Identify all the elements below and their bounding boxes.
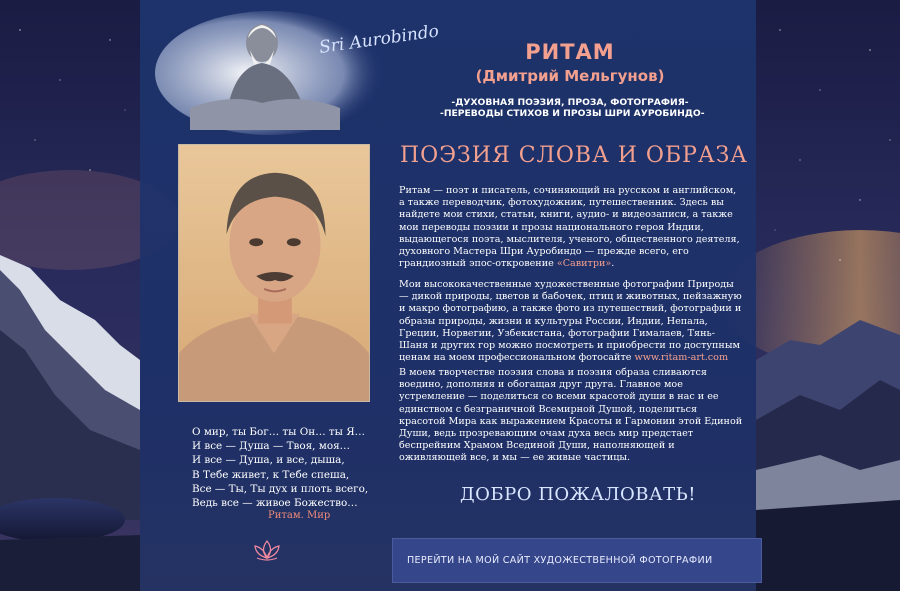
photo-paragraph bbox=[399, 279, 744, 364]
page-heading: ПОЭЗИЯ СЛОВА И ОБРАЗА bbox=[400, 143, 748, 168]
site-subtitle: (Дмитрий Мельгунов) bbox=[475, 67, 665, 85]
paragraph-text: Мои высококачественные художественные фотографии Природы — дикой природы, цветов и бабочек, птиц и животных, пейзажную и макро фотографию, а также фото из путешествий, фотографии и образы природы, жизни и культуры России, Индии, Непала, Греции, Норвегии, Узбекистана, фотографии Гималаев, Тянь-Шаня и других гор можно посмотреть и приобрести по доступным ценам на моем профессиональном фотосайте bbox=[399, 279, 742, 364]
welcome-heading: ДОБРО ПОЖАЛОВАТЬ! bbox=[460, 484, 697, 505]
author-portrait bbox=[178, 144, 370, 402]
mission-paragraph: В моем творчестве поэзия слова и поэзия образа сливаются воедино, дополняя и обогащая друг друга. Главное мое устремление — поделиться со всеми красотой души в нас и ее единством с безграничной Всемирной Душой, поделиться красотой Мира как выражением Красоты и Гармонии этой Единой Души, ведь прозревающим очам духа весь мир предстает беспрейним Храмом Всединой Души, наполняющей и оживляющей все, и мы — ее живые частицы. bbox=[399, 367, 743, 464]
poem-line: О мир, ты Бог… ты Он… ты Я… bbox=[192, 426, 365, 438]
paragraph-text: Ритам — поэт и писатель, сочиняющий на русском и английском, а также переводчик, фотохудожник, путешественник. Здесь вы найдете мои стихи, статьи, книги, аудио- и видеозаписи, а также мои переводы поэзии и прозы национального героя Индии, выдающегося поэта, мыслителя, ученого, общественного деятеля, духовного Мастера Шри Ауробиндо — прежде всего, его грандиозный эпос-откровение bbox=[399, 185, 740, 270]
poem-line: Ведь все — живое Божество… bbox=[192, 497, 358, 510]
tagline-line-2: -ПЕРЕВОДЫ СТИХОВ И ПРОЗЫ ШРИ АУРОБИНДО- bbox=[440, 108, 705, 119]
photo-site-button[interactable]: ПЕРЕЙТИ НА МОЙ САЙТ ХУДОЖЕСТВЕННОЙ ФОТОГРАФИИ bbox=[392, 538, 762, 583]
poem-line: И все — Душа, и все, дыша, bbox=[192, 454, 345, 467]
site-header bbox=[440, 40, 705, 119]
paragraph-end: . bbox=[611, 258, 615, 270]
poem-line: В Тебе живет, к Тебе спеша, bbox=[192, 468, 350, 481]
tagline-line-1: -ДУХОВНАЯ ПОЭЗИЯ, ПРОЗА, ФОТОГРАФИЯ- bbox=[451, 97, 689, 108]
photo-site-link[interactable]: www.ritam-art.com bbox=[634, 352, 729, 364]
lotus-icon bbox=[252, 538, 282, 562]
poem-line: И все — Душа — Твоя, моя… bbox=[192, 440, 351, 453]
savitri-link[interactable]: «Савитри» bbox=[556, 258, 612, 270]
signature-text: Sri Aurobindo bbox=[317, 21, 441, 58]
poem-signature[interactable]: Ритам. Мир bbox=[268, 510, 331, 521]
poem bbox=[192, 425, 367, 510]
poem-line: Все — Ты, Ты дух и плоть всего, bbox=[192, 482, 369, 495]
intro-paragraph bbox=[399, 185, 744, 270]
sri-aurobindo-photo bbox=[170, 8, 441, 130]
site-title: РИТАМ bbox=[525, 40, 615, 64]
